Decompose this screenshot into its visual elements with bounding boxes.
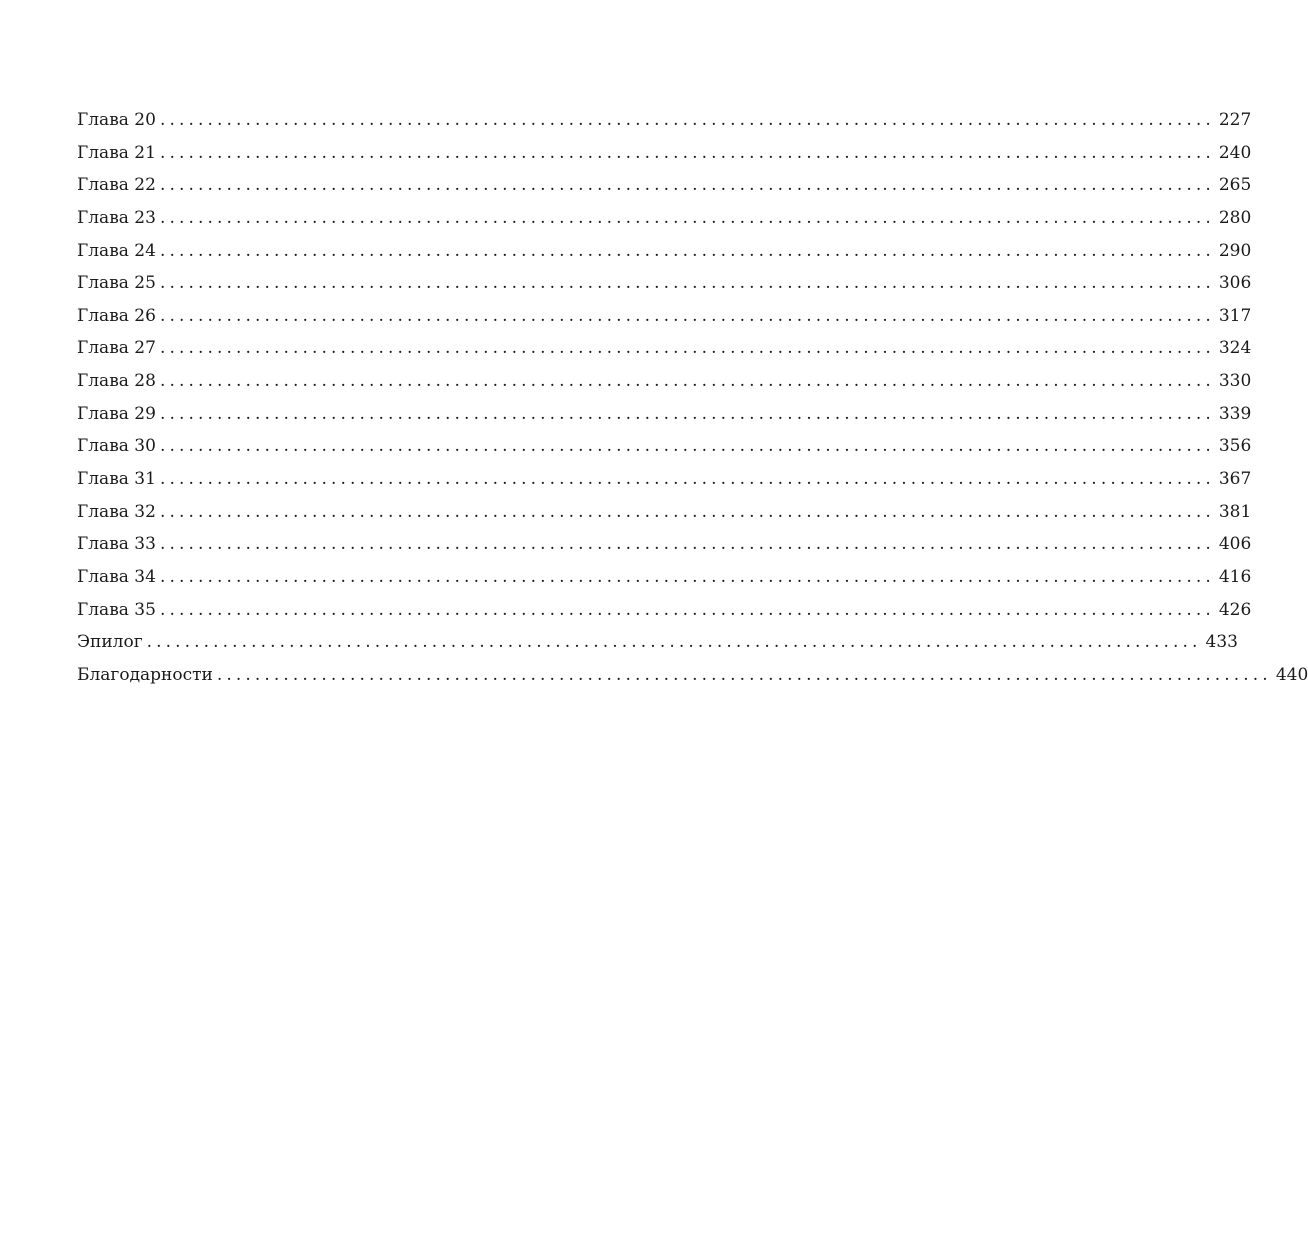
toc-entry-chapter-30 [77, 432, 1252, 465]
toc-entry-title: Глава 25 [77, 273, 156, 294]
toc-entry-page-number: 290 [1218, 240, 1252, 261]
toc-entry-page-number: 367 [1218, 469, 1252, 490]
toc-entry-title: Глава 30 [77, 436, 156, 457]
dot-leader: ............................................................................................................... [159, 599, 1215, 620]
dot-leader: ............................................................................................................... [159, 110, 1215, 130]
toc-entry-page-number: 416 [1218, 566, 1252, 587]
toc-entry-acknowledgements [77, 661, 1308, 694]
toc-entry-page-number: 265 [1218, 175, 1252, 196]
dot-leader: ............................................................................................................... [159, 207, 1215, 228]
toc-entry-epilogue [77, 628, 1238, 661]
toc-entry-chapter-33 [77, 530, 1252, 563]
toc-entry-title: Глава 26 [77, 305, 156, 326]
toc-entry-title: Глава 34 [77, 566, 156, 587]
toc-entry-page-number: 406 [1218, 534, 1252, 555]
toc-entry-chapter-29 [77, 400, 1252, 433]
dot-leader: ............................................................................................................... [159, 338, 1215, 359]
toc-entry-chapter-27 [77, 334, 1252, 367]
toc-entry-title: Глава 22 [77, 175, 156, 196]
dot-leader: ............................................................................................................... [159, 436, 1215, 457]
toc-entry-title: Эпилог [77, 632, 143, 653]
toc-entry-title: Глава 31 [77, 469, 156, 490]
dot-leader: ............................................................................................................... [159, 371, 1215, 392]
toc-entry-chapter-31 [77, 465, 1252, 498]
toc-entry-title: Глава 32 [77, 501, 156, 522]
toc-entry-title: Глава 23 [77, 207, 156, 228]
dot-leader: ............................................................................................................... [146, 632, 1202, 653]
dot-leader: ............................................................................................................... [159, 273, 1215, 294]
dot-leader: ............................................................................................................... [159, 534, 1215, 555]
toc-entry-title: Глава 35 [77, 599, 156, 620]
toc-entry-page-number: 324 [1218, 338, 1252, 359]
toc-entry-title: Глава 33 [77, 534, 156, 555]
toc-entry-chapter-35 [77, 596, 1252, 629]
toc-entry-page-number: 240 [1218, 142, 1252, 163]
toc-entry-chapter-34 [77, 563, 1252, 596]
dot-leader: ............................................................................................................... [159, 240, 1215, 261]
toc-entry-title: Глава 29 [77, 403, 156, 424]
toc-entry-page-number: 306 [1218, 273, 1252, 294]
dot-leader: ............................................................................................................... [159, 305, 1215, 326]
dot-leader: ............................................................................................................... [159, 403, 1215, 424]
toc-entry-page-number: 330 [1218, 371, 1252, 392]
toc-entry-title: Глава 20 [77, 110, 156, 130]
toc-entry-page-number: 381 [1218, 501, 1252, 522]
toc-entry-chapter-22 [77, 171, 1252, 204]
table-of-contents [77, 106, 1308, 694]
toc-entry-page-number: 426 [1218, 599, 1252, 620]
toc-entry-page-number: 317 [1218, 305, 1252, 326]
toc-entry-page-number: 433 [1205, 632, 1238, 653]
dot-leader: ............................................................................................................... [159, 469, 1215, 490]
toc-entry-chapter-20 [77, 106, 1252, 139]
toc-entry-chapter-32 [77, 498, 1252, 531]
dot-leader: ............................................................................................................... [159, 175, 1215, 196]
dot-leader: ............................................................................................................... [159, 501, 1215, 522]
toc-entry-title: Глава 28 [77, 371, 156, 392]
toc-entry-page-number: 227 [1218, 110, 1252, 130]
toc-entry-title: Глава 24 [77, 240, 156, 261]
toc-entry-page-number: 339 [1218, 403, 1252, 424]
toc-entry-page-number: 280 [1218, 207, 1252, 228]
toc-entry-title: Глава 27 [77, 338, 156, 359]
toc-entry-title: Благодарности [77, 664, 213, 685]
dot-leader: ............................................................................................................... [159, 566, 1215, 587]
toc-entry-chapter-28 [77, 367, 1252, 400]
toc-entry-chapter-21 [77, 139, 1252, 172]
toc-entry-chapter-24 [77, 237, 1252, 270]
toc-entry-title: Глава 21 [77, 142, 156, 163]
dot-leader: ............................................................................................................... [159, 142, 1215, 163]
toc-entry-chapter-25 [77, 269, 1252, 302]
toc-entry-chapter-23 [77, 204, 1252, 237]
toc-entry-page-number: 440 [1275, 664, 1308, 685]
toc-entry-page-number: 356 [1218, 436, 1252, 457]
toc-entry-chapter-26 [77, 302, 1252, 335]
dot-leader: ............................................................................................................... [216, 664, 1272, 685]
